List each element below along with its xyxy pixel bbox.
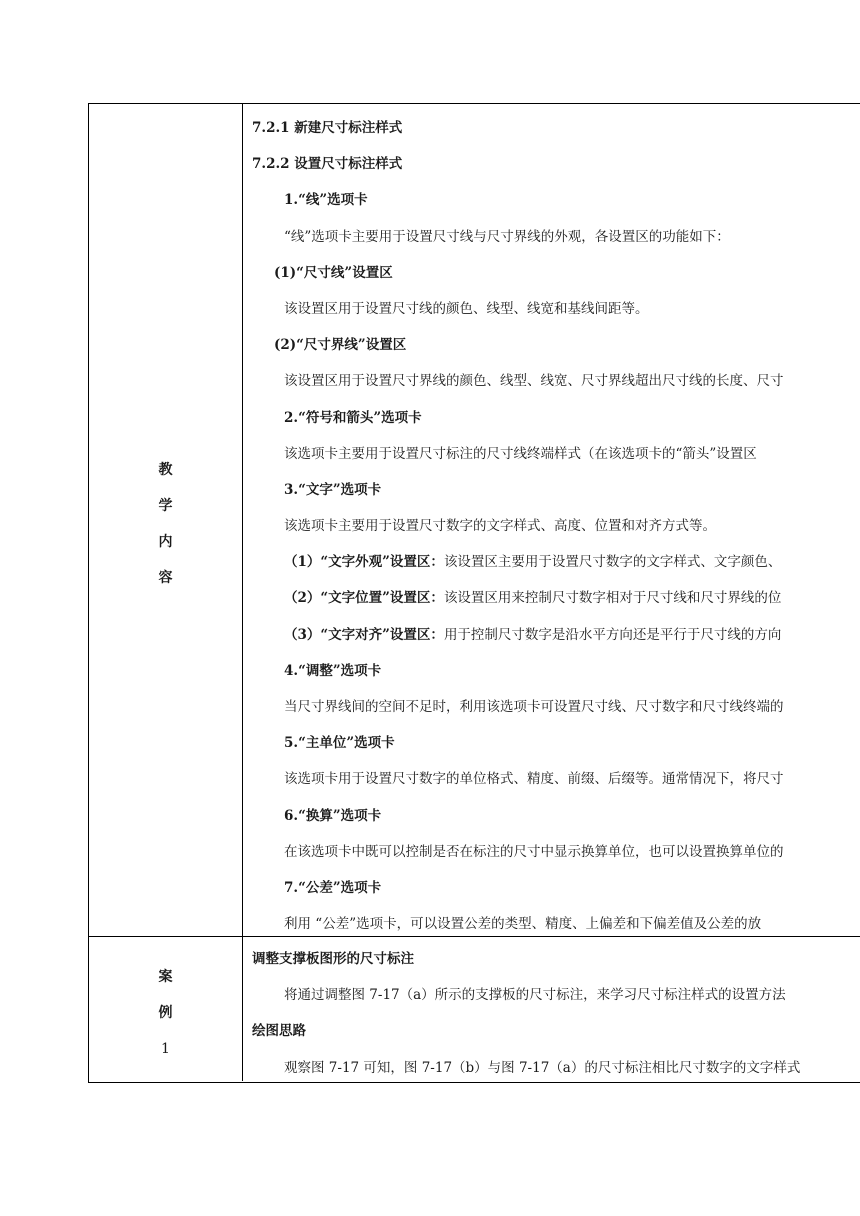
content-line — [252, 182, 860, 218]
paragraph-text: 该设置区用来控制尺寸数字相对于尺寸线和尺寸界线的位 — [443, 590, 782, 607]
paragraph-text: 该设置区用于设置尺寸界线的颜色、线型、线宽、尺寸界线超出尺寸线的长度、尺寸 — [284, 373, 784, 390]
paragraph-text: (1)“尺寸线”设置区 — [274, 264, 393, 281]
teaching-content — [252, 110, 860, 942]
subheading: （1）“文字外观”设置区： — [284, 554, 444, 571]
paragraph-text: 7.“公差”选项卡 — [284, 879, 382, 896]
case-line — [252, 1013, 860, 1049]
content-line — [252, 617, 860, 653]
paragraph-text: 调整支撑板图形的尺寸标注 — [252, 951, 414, 967]
content-line — [252, 870, 860, 906]
paragraph-text: 用于控制尺寸数字是沿水平方向还是平行于尺寸线的方向 — [443, 626, 782, 643]
content-line — [252, 146, 860, 182]
paragraph-text: 该选项卡主要用于设置尺寸标注的尺寸线终端样式（在该选项卡的“箭头”设置区 — [284, 445, 757, 462]
content-line — [252, 327, 860, 363]
paragraph-text: 5.“主单位”选项卡 — [284, 735, 395, 752]
content-line — [252, 689, 860, 725]
paragraph-text: 7.2.2 设置尺寸标注样式 — [252, 156, 403, 173]
case-line — [252, 977, 860, 1013]
column-divider — [242, 103, 243, 1081]
case-line — [252, 1050, 860, 1086]
case-line — [252, 941, 860, 977]
paragraph-text: 在该选项卡中既可以控制是否在标注的尺寸中显示换算单位，也可以设置换算单位的 — [284, 843, 784, 860]
content-line — [252, 653, 860, 689]
content-line — [252, 436, 860, 472]
label-char: 1 — [161, 1041, 170, 1057]
row-label-teaching-content — [89, 452, 242, 596]
paragraph-text: 1.“线”选项卡 — [284, 192, 368, 209]
paragraph-text: 绘图思路 — [252, 1023, 306, 1040]
content-line — [252, 544, 860, 580]
paragraph-text: 7.2.1 新建尺寸标注样式 — [252, 120, 403, 136]
label-char: 教 — [158, 462, 173, 478]
label-char: 内 — [158, 534, 173, 550]
content-line — [252, 291, 860, 327]
content-line — [252, 834, 860, 870]
paragraph-text: 该选项卡主要用于设置尺寸数字的文字样式、高度、位置和对齐方式等。 — [284, 518, 716, 535]
label-char: 例 — [158, 1005, 173, 1021]
subheading: （2）“文字位置”设置区： — [284, 590, 444, 607]
label-char: 案 — [158, 969, 173, 985]
paragraph-text: 观察图 7-17 可知，图 7-17（b）与图 7-17（a）的尺寸标注相比尺寸数字的文字样式 — [284, 1059, 801, 1076]
content-line — [252, 508, 860, 544]
content-line — [252, 472, 860, 508]
paragraph-text: 4.“调整”选项卡 — [284, 662, 382, 679]
content-line — [252, 363, 860, 399]
paragraph-text: (2)“尺寸界线”设置区 — [274, 337, 407, 354]
paragraph-text: 当尺寸界线间的空间不足时，利用该选项卡可设置尺寸线、尺寸数字和尺寸线终端的 — [284, 699, 784, 715]
paragraph-text: 将通过调整图 7-17（a）所示的支撑板的尺寸标注，来学习尺寸标注样式的设置方法 — [284, 987, 786, 1004]
content-line — [252, 110, 860, 146]
content-line — [252, 400, 860, 436]
content-line — [252, 255, 860, 291]
label-char: 学 — [158, 498, 173, 514]
paragraph-text: “线”选项卡主要用于设置尺寸线与尺寸界线的外观，各设置区的功能如下： — [284, 228, 730, 245]
label-char: 容 — [158, 570, 173, 586]
paragraph-text: 该选项卡用于设置尺寸数字的单位格式、精度、前缀、后缀等。通常情况下，将尺寸 — [284, 771, 784, 788]
paragraph-text: 3.“文字”选项卡 — [284, 481, 382, 498]
subheading: （3）“文字对齐”设置区： — [284, 626, 444, 643]
paragraph-text: 该设置区主要用于设置尺寸数字的文字样式、文字颜色、 — [443, 554, 782, 571]
content-line — [252, 906, 860, 942]
content-line — [252, 761, 860, 797]
paragraph-text: 利用 “公差”选项卡，可以设置公差的类型、精度、上偏差和下偏差值及公差的放 — [284, 916, 762, 933]
paragraph-text: 6.“换算”选项卡 — [284, 807, 382, 824]
content-line — [252, 798, 860, 834]
row-label-case — [89, 959, 242, 1067]
content-line — [252, 219, 860, 255]
case-content — [252, 941, 860, 1086]
paragraph-text: 该设置区用于设置尺寸线的颜色、线型、线宽和基线间距等。 — [284, 300, 649, 317]
content-line — [252, 725, 860, 761]
paragraph-text: 2.“符号和箭头”选项卡 — [284, 409, 422, 426]
content-line — [252, 580, 860, 616]
